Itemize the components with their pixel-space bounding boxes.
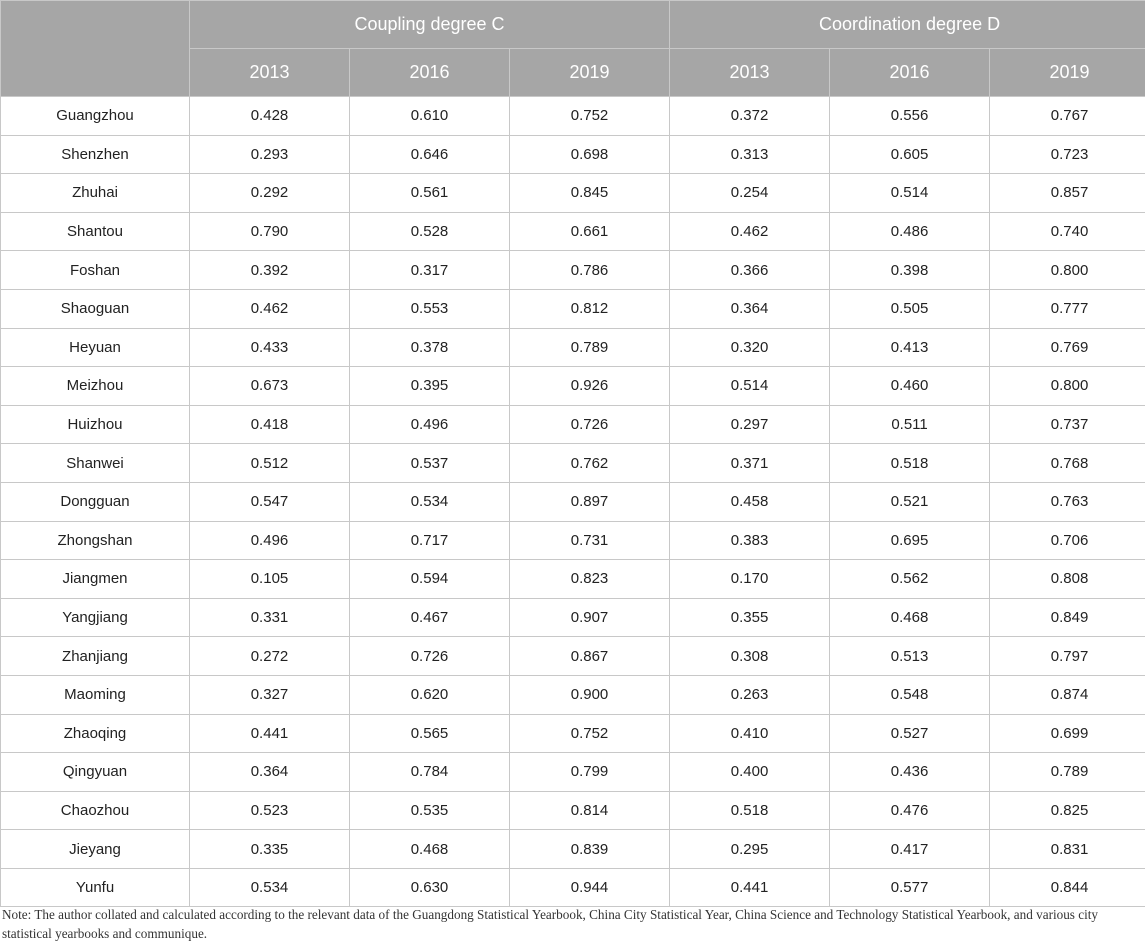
value-cell: 0.371 <box>670 444 830 483</box>
city-cell: Maoming <box>1 675 190 714</box>
value-cell: 0.398 <box>830 251 990 290</box>
city-cell: Zhuhai <box>1 174 190 213</box>
value-cell: 0.460 <box>830 367 990 406</box>
value-cell: 0.944 <box>510 868 670 907</box>
value-cell: 0.907 <box>510 598 670 637</box>
value-cell: 0.797 <box>990 637 1145 676</box>
value-cell: 0.844 <box>990 868 1145 907</box>
city-cell: Meizhou <box>1 367 190 406</box>
city-cell: Shaoguan <box>1 289 190 328</box>
value-cell: 0.763 <box>990 482 1145 521</box>
value-cell: 0.752 <box>510 714 670 753</box>
value-cell: 0.737 <box>990 405 1145 444</box>
city-cell: Jiangmen <box>1 560 190 599</box>
value-cell: 0.518 <box>830 444 990 483</box>
value-cell: 0.327 <box>190 675 350 714</box>
value-cell: 0.699 <box>990 714 1145 753</box>
table-row <box>1 135 1145 174</box>
city-cell: Foshan <box>1 251 190 290</box>
table-row <box>1 212 1145 251</box>
value-cell: 0.383 <box>670 521 830 560</box>
value-cell: 0.527 <box>830 714 990 753</box>
header-corner-cell <box>1 1 190 97</box>
value-cell: 0.800 <box>990 251 1145 290</box>
value-cell: 0.523 <box>190 791 350 830</box>
city-cell: Yangjiang <box>1 598 190 637</box>
value-cell: 0.800 <box>990 367 1145 406</box>
group-header-row <box>1 1 1145 49</box>
value-cell: 0.413 <box>830 328 990 367</box>
value-cell: 0.790 <box>190 212 350 251</box>
city-cell: Zhanjiang <box>1 637 190 676</box>
value-cell: 0.400 <box>670 753 830 792</box>
value-cell: 0.366 <box>670 251 830 290</box>
value-cell: 0.548 <box>830 675 990 714</box>
city-cell: Jieyang <box>1 830 190 869</box>
table-row <box>1 868 1145 907</box>
year-header: 2019 <box>990 49 1145 97</box>
value-cell: 0.698 <box>510 135 670 174</box>
table-row <box>1 174 1145 213</box>
value-cell: 0.814 <box>510 791 670 830</box>
value-cell: 0.468 <box>350 830 510 869</box>
value-cell: 0.293 <box>190 135 350 174</box>
table-row <box>1 367 1145 406</box>
value-cell: 0.769 <box>990 328 1145 367</box>
value-cell: 0.767 <box>990 97 1145 136</box>
city-cell: Qingyuan <box>1 753 190 792</box>
table-row <box>1 97 1145 136</box>
value-cell: 0.320 <box>670 328 830 367</box>
value-cell: 0.605 <box>830 135 990 174</box>
table-row <box>1 521 1145 560</box>
value-cell: 0.556 <box>830 97 990 136</box>
value-cell: 0.897 <box>510 482 670 521</box>
value-cell: 0.468 <box>830 598 990 637</box>
value-cell: 0.458 <box>670 482 830 521</box>
value-cell: 0.433 <box>190 328 350 367</box>
value-cell: 0.521 <box>830 482 990 521</box>
value-cell: 0.428 <box>190 97 350 136</box>
value-cell: 0.372 <box>670 97 830 136</box>
value-cell: 0.317 <box>350 251 510 290</box>
value-cell: 0.867 <box>510 637 670 676</box>
value-cell: 0.534 <box>190 868 350 907</box>
value-cell: 0.436 <box>830 753 990 792</box>
table-row <box>1 675 1145 714</box>
value-cell: 0.695 <box>830 521 990 560</box>
value-cell: 0.528 <box>350 212 510 251</box>
value-cell: 0.661 <box>510 212 670 251</box>
value-cell: 0.849 <box>990 598 1145 637</box>
table-row <box>1 753 1145 792</box>
value-cell: 0.486 <box>830 212 990 251</box>
city-cell: Dongguan <box>1 482 190 521</box>
value-cell: 0.594 <box>350 560 510 599</box>
table-row <box>1 328 1145 367</box>
value-cell: 0.355 <box>670 598 830 637</box>
value-cell: 0.378 <box>350 328 510 367</box>
value-cell: 0.565 <box>350 714 510 753</box>
value-cell: 0.630 <box>350 868 510 907</box>
city-cell: Shenzhen <box>1 135 190 174</box>
value-cell: 0.496 <box>350 405 510 444</box>
year-header: 2013 <box>670 49 830 97</box>
value-cell: 0.547 <box>190 482 350 521</box>
year-header: 2019 <box>510 49 670 97</box>
value-cell: 0.537 <box>350 444 510 483</box>
value-cell: 0.673 <box>190 367 350 406</box>
year-header: 2013 <box>190 49 350 97</box>
value-cell: 0.392 <box>190 251 350 290</box>
value-cell: 0.789 <box>990 753 1145 792</box>
value-cell: 0.831 <box>990 830 1145 869</box>
value-cell: 0.808 <box>990 560 1145 599</box>
table-row <box>1 791 1145 830</box>
value-cell: 0.462 <box>190 289 350 328</box>
city-cell: Huizhou <box>1 405 190 444</box>
value-cell: 0.513 <box>830 637 990 676</box>
value-cell: 0.577 <box>830 868 990 907</box>
value-cell: 0.512 <box>190 444 350 483</box>
table-row <box>1 251 1145 290</box>
table-note: Note: The author collated and calculated according to the relevant data of the Guangdong Statistical Yearbook, China City Statistical Year, China Science and Technology Statistical Yearbook, and various city statistical yearbooks and communique. <box>2 907 1099 941</box>
value-cell: 0.561 <box>350 174 510 213</box>
value-cell: 0.762 <box>510 444 670 483</box>
city-cell: Zhongshan <box>1 521 190 560</box>
value-cell: 0.418 <box>190 405 350 444</box>
table-row <box>1 405 1145 444</box>
value-cell: 0.105 <box>190 560 350 599</box>
value-cell: 0.752 <box>510 97 670 136</box>
value-cell: 0.534 <box>350 482 510 521</box>
value-cell: 0.731 <box>510 521 670 560</box>
city-cell: Chaozhou <box>1 791 190 830</box>
year-header: 2016 <box>830 49 990 97</box>
value-cell: 0.263 <box>670 675 830 714</box>
value-cell: 0.726 <box>350 637 510 676</box>
value-cell: 0.823 <box>510 560 670 599</box>
table-row <box>1 482 1145 521</box>
value-cell: 0.295 <box>670 830 830 869</box>
value-cell: 0.441 <box>190 714 350 753</box>
table-row <box>1 637 1145 676</box>
city-cell: Guangzhou <box>1 97 190 136</box>
value-cell: 0.610 <box>350 97 510 136</box>
value-cell: 0.825 <box>990 791 1145 830</box>
city-cell: Heyuan <box>1 328 190 367</box>
table-row <box>1 560 1145 599</box>
value-cell: 0.726 <box>510 405 670 444</box>
value-cell: 0.789 <box>510 328 670 367</box>
value-cell: 0.364 <box>670 289 830 328</box>
value-cell: 0.476 <box>830 791 990 830</box>
city-cell: Zhaoqing <box>1 714 190 753</box>
value-cell: 0.467 <box>350 598 510 637</box>
value-cell: 0.395 <box>350 367 510 406</box>
value-cell: 0.717 <box>350 521 510 560</box>
value-cell: 0.845 <box>510 174 670 213</box>
value-cell: 0.857 <box>990 174 1145 213</box>
value-cell: 0.441 <box>670 868 830 907</box>
table-row <box>1 444 1145 483</box>
value-cell: 0.768 <box>990 444 1145 483</box>
value-cell: 0.646 <box>350 135 510 174</box>
value-cell: 0.417 <box>830 830 990 869</box>
value-cell: 0.706 <box>990 521 1145 560</box>
table-row <box>1 598 1145 637</box>
city-cell: Shantou <box>1 212 190 251</box>
year-header: 2016 <box>350 49 510 97</box>
header-coupling-degree: Coupling degree C <box>190 1 670 49</box>
city-cell: Shanwei <box>1 444 190 483</box>
value-cell: 0.839 <box>510 830 670 869</box>
value-cell: 0.926 <box>510 367 670 406</box>
value-cell: 0.812 <box>510 289 670 328</box>
table-row <box>1 289 1145 328</box>
value-cell: 0.331 <box>190 598 350 637</box>
value-cell: 0.308 <box>670 637 830 676</box>
table-row <box>1 714 1145 753</box>
header-coordination-degree: Coordination degree D <box>670 1 1145 49</box>
value-cell: 0.335 <box>190 830 350 869</box>
value-cell: 0.740 <box>990 212 1145 251</box>
value-cell: 0.505 <box>830 289 990 328</box>
value-cell: 0.874 <box>990 675 1145 714</box>
value-cell: 0.799 <box>510 753 670 792</box>
table-row <box>1 830 1145 869</box>
value-cell: 0.900 <box>510 675 670 714</box>
value-cell: 0.777 <box>990 289 1145 328</box>
value-cell: 0.496 <box>190 521 350 560</box>
value-cell: 0.518 <box>670 791 830 830</box>
value-cell: 0.511 <box>830 405 990 444</box>
value-cell: 0.462 <box>670 212 830 251</box>
value-cell: 0.514 <box>830 174 990 213</box>
value-cell: 0.170 <box>670 560 830 599</box>
value-cell: 0.723 <box>990 135 1145 174</box>
value-cell: 0.254 <box>670 174 830 213</box>
table-header <box>1 1 1145 97</box>
value-cell: 0.514 <box>670 367 830 406</box>
value-cell: 0.364 <box>190 753 350 792</box>
value-cell: 0.786 <box>510 251 670 290</box>
value-cell: 0.410 <box>670 714 830 753</box>
value-cell: 0.553 <box>350 289 510 328</box>
value-cell: 0.562 <box>830 560 990 599</box>
value-cell: 0.297 <box>670 405 830 444</box>
value-cell: 0.313 <box>670 135 830 174</box>
value-cell: 0.272 <box>190 637 350 676</box>
table-body <box>1 97 1145 907</box>
value-cell: 0.784 <box>350 753 510 792</box>
city-cell: Yunfu <box>1 868 190 907</box>
value-cell: 0.620 <box>350 675 510 714</box>
value-cell: 0.535 <box>350 791 510 830</box>
value-cell: 0.292 <box>190 174 350 213</box>
